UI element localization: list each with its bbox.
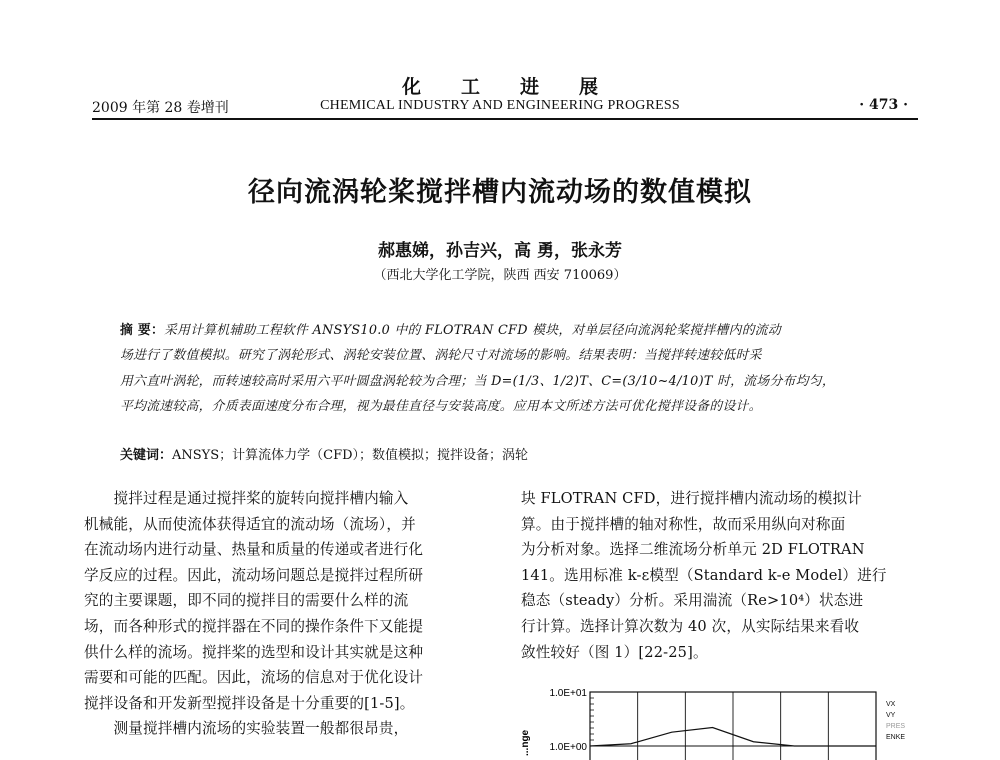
abstract-label: 摘 要： xyxy=(120,323,165,338)
body-line: 场，而各种形式的搅拌器在不同的操作条件下又能提 xyxy=(84,617,424,635)
keywords-text: ANSYS；计算流体力学（CFD）；数值模拟；搅拌设备；涡轮 xyxy=(172,448,529,463)
keywords xyxy=(120,444,528,463)
y-tick-label: 1.0E+01 xyxy=(549,688,587,699)
body-line: 测量搅拌槽内流场的实验装置一般都很昂贵， xyxy=(84,720,409,738)
y-axis-label: ...nge xyxy=(520,729,531,756)
body-line: 供什么样的流场。搅拌桨的选型和设计其实就是这种 xyxy=(84,643,424,661)
body-line: 搅拌过程是通过搅拌桨的旋转向搅拌槽内输入 xyxy=(84,490,409,507)
body-line: 学反应的过程。因此，流动场问题总是搅拌过程所研 xyxy=(84,566,424,584)
abstract-line-text: 采用计算机辅助工程软件 ANSYS10.0 中的 FLOTRAN CFD 模块，对单层径向流涡轮桨搅拌槽内的流动 xyxy=(164,323,782,338)
legend-entry: VY xyxy=(886,712,896,719)
issue-info: 2009 年第 28 卷增刊 xyxy=(92,100,229,116)
keywords-label: 关键词： xyxy=(120,448,173,463)
abstract-line: 场进行了数值模拟。研究了涡轮形式、涡轮安装位置、涡轮尺寸对流场的影响。结果表明：当搅拌转速较低时采 xyxy=(120,348,762,364)
paper-affiliation: （西北大学化工学院，陕西 西安 710069） xyxy=(373,268,627,283)
legend-entry: PRES xyxy=(886,723,906,730)
body-line: 稳态（steady）分析。采用湍流（Re>10⁴）状态进 xyxy=(521,592,864,610)
journal-name-cn: 化工进展 xyxy=(401,76,638,98)
body-line: 块 FLOTRAN CFD，进行搅拌槽内流动场的模拟计 xyxy=(521,490,863,507)
body-line: 在流动场内进行动量、热量和质量的传递或者进行化 xyxy=(84,541,424,559)
body-column-right xyxy=(521,486,924,665)
body-line: 行计算。选择计算次数为 40 次，从实际结果来看收 xyxy=(521,617,860,635)
y-tick-label: 1.0E+00 xyxy=(549,742,587,753)
body-line: 算。由于搅拌槽的轴对称性，故而采用纵向对称面 xyxy=(521,515,846,533)
figure-1-chart xyxy=(508,676,920,760)
body-line: 搅拌设备和开发新型搅拌设备是十分重要的[1-5]。 xyxy=(84,694,415,712)
body-line: 机械能，从而使流体获得适宜的流动场（流场），并 xyxy=(84,515,416,533)
journal-name-en: CHEMICAL INDUSTRY AND ENGINEERING PROGRESS xyxy=(320,98,680,113)
abstract-line: 平均流速较高，介质表面速度分布合理，视为最佳直径与安装高度。应用本文所述方法可优化搅拌设备的设计。 xyxy=(120,399,762,415)
legend-entry: VX xyxy=(886,701,896,708)
abstract-line xyxy=(120,318,890,343)
body-line: 为分析对象。选择二维流场分析单元 2D FLOTRAN xyxy=(521,541,865,559)
legend-entry: ENKE xyxy=(886,734,906,741)
paper-title: 径向流涡轮桨搅拌槽内流动场的数值模拟 xyxy=(248,177,752,208)
body-line: 141。选用标准 k-ε模型（Standard k-e Model）进行 xyxy=(521,566,887,584)
body-line: 需要和可能的匹配。因此，流场的信息对于优化设计 xyxy=(84,669,424,687)
body-line: 敛性较好（图 1）[22-25]。 xyxy=(521,643,708,661)
paper-authors: 郝惠娣，孙吉兴，高 勇，张永芳 xyxy=(378,241,622,261)
page-number: · 473 · xyxy=(859,97,908,113)
abstract xyxy=(120,318,890,420)
convergence-chart xyxy=(508,676,920,760)
body-column-left xyxy=(84,486,484,742)
abstract-line: 用六直叶涡轮，而转速较高时采用六平叶圆盘涡轮较为合理；当 D=(1/3、1/2)T、C=(3/10~4/10)T 时，流场分布均匀， xyxy=(120,373,835,389)
header-rule xyxy=(92,118,918,120)
body-line: 究的主要课题，即不同的搅拌目的需要什么样的流 xyxy=(84,592,409,610)
